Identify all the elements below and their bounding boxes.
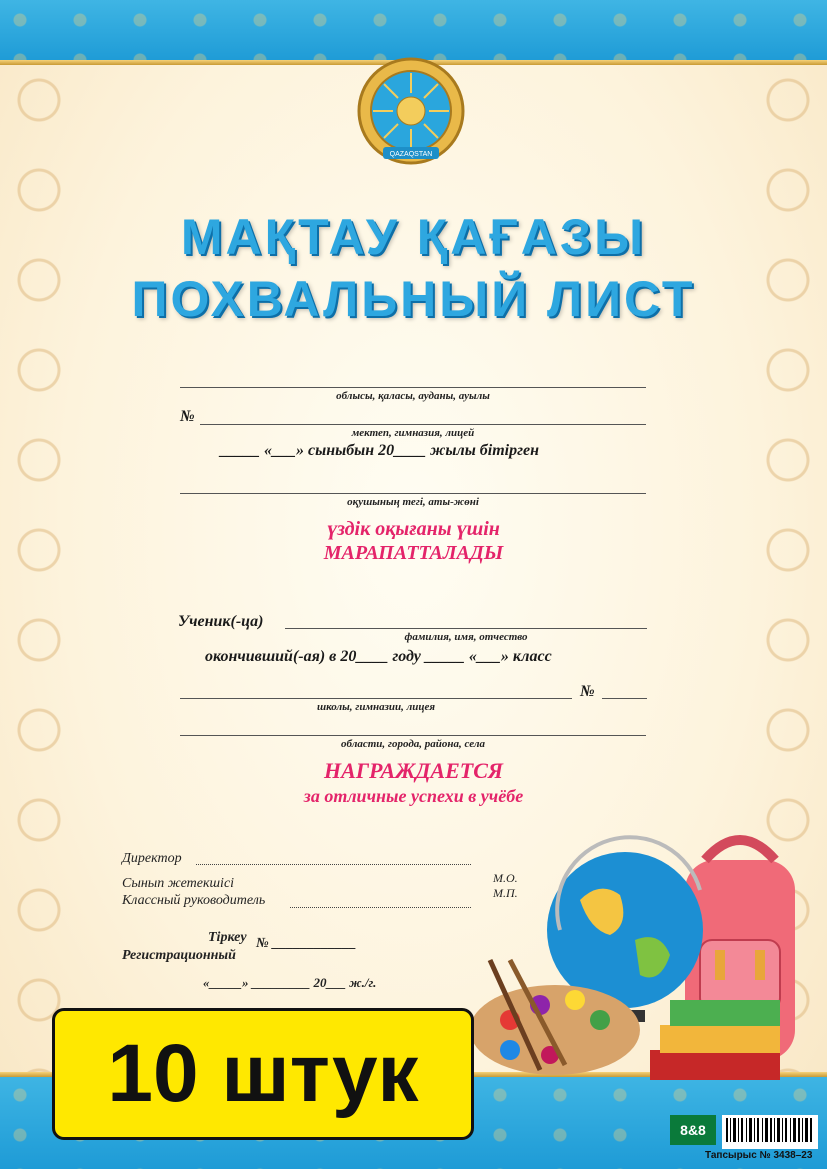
finished-line-ru: окончивший(-ая) в 20____ году _____ «___» класс	[205, 648, 552, 665]
class-teacher-label-ru: Классный руководитель	[122, 893, 266, 908]
number-sign-kz: №	[180, 408, 195, 425]
kazakhstan-emblem-icon	[355, 55, 467, 167]
school-number-line-ru[interactable]	[602, 698, 647, 699]
director-signature-line[interactable]	[196, 864, 471, 865]
seal-label-kz: М.О.	[493, 871, 518, 885]
caption-region-kz: облысы, қаласы, ауданы, ауылы	[336, 390, 490, 402]
student-fio-line[interactable]	[285, 628, 647, 629]
barcode-icon	[722, 1115, 818, 1149]
class-teacher-label-kz: Сынып жетекшісі	[122, 876, 235, 891]
registration-number-field[interactable]: № ____________	[256, 936, 357, 951]
registration-label-kz: Тіркеу	[208, 930, 247, 945]
school-line-ru[interactable]	[180, 698, 572, 699]
title-russian: ПОХВАЛЬНЫЙ ЛИСТ	[131, 271, 696, 327]
quantity-sticker	[52, 1008, 474, 1140]
caption-school-ru: школы, гимназии, лицея	[316, 701, 436, 713]
caption-name-kz: оқушының тегі, аты-жөні	[347, 496, 479, 508]
quantity-sticker-label: 10 штук	[107, 1028, 419, 1119]
award-ru: НАГРАЖДАЕТСЯ	[323, 758, 504, 783]
books-stack-icon	[650, 1000, 780, 1080]
date-field[interactable]: «_____» _________ 20___ ж./г.	[203, 975, 377, 990]
svg-text:QAZAQSTAN: QAZAQSTAN	[389, 151, 433, 158]
school-line-kz[interactable]	[200, 424, 646, 425]
region-line-kz[interactable]	[180, 387, 646, 388]
caption-school-kz: мектеп, гимназия, лицей	[351, 427, 475, 439]
title-kazakh: МАҚТАУ ҚАҒАЗЫ	[180, 209, 647, 265]
caption-fio: фамилия, имя, отчество	[404, 631, 528, 643]
student-name-line-kz[interactable]	[180, 493, 646, 494]
graduation-line-kz: _____ «___» сыныбын 20____ жылы бітірген	[220, 442, 540, 459]
class-teacher-signature-line[interactable]	[290, 907, 471, 908]
reason-ru: за отличные успехи в учёбе	[303, 786, 524, 806]
caption-region-ru: области, города, района, села	[340, 738, 485, 750]
publisher-logo: 8&8	[670, 1115, 716, 1145]
seal-label-ru: М.П.	[493, 886, 518, 900]
award-kz: МАРАПАТТАЛАДЫ	[323, 542, 504, 564]
student-label: Ученик(-ца)	[178, 613, 264, 630]
region-line-ru[interactable]	[180, 735, 646, 736]
top-ornament-band	[0, 0, 827, 62]
registration-label-ru: Регистрационный	[122, 948, 236, 963]
reason-kz: үздік оқығаны үшін	[327, 518, 500, 540]
order-number: Тапсырыс № 3438–23	[705, 1150, 813, 1161]
school-supplies-illustration	[470, 830, 827, 1120]
number-sign-ru: №	[580, 683, 595, 700]
director-label: Директор	[122, 851, 182, 866]
